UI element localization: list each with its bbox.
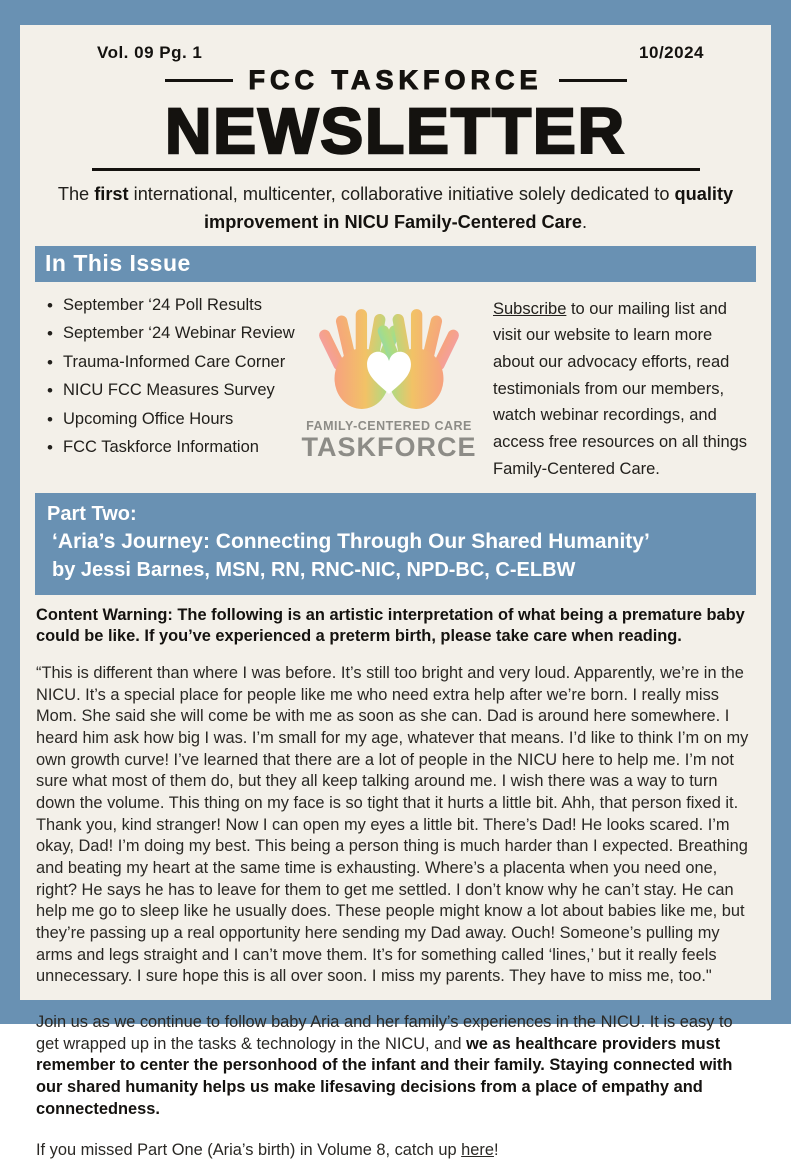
closing-bold-text: we as healthcare providers must remember to center the personhood of the infant and their family. Staying connected with our shared humanity helps us make lifesaving decisions from a place of empathy and connectedness. — [36, 1034, 733, 1118]
part-one-footnote — [36, 1140, 755, 1162]
masthead — [35, 37, 756, 63]
feature-part-label: Part Two: — [47, 502, 137, 525]
issue-item-measures-survey: • NICU FCC Measures Survey — [63, 381, 299, 400]
subtitle-bold-topic: quality improvement in NICU Family-Centered Care — [203, 184, 734, 233]
issue-overview-section — [35, 282, 756, 489]
kicker-right-rule — [559, 79, 627, 82]
issue-date-label: 10/2024 — [639, 43, 704, 62]
subscribe-text: to our mailing list and visit our website to learn more about our advocacy efforts, read testimonials from our members, watch webinar recordings, and access free resources on all things Family-Centered Care. — [493, 299, 748, 478]
taskforce-logo — [299, 296, 479, 483]
subscribe-link[interactable]: Subscribe — [493, 299, 567, 318]
part-one-link[interactable]: here — [461, 1141, 494, 1160]
footnote-text: If you missed Part One (Aria’s birth) in Volume 8, catch up — [36, 1141, 462, 1160]
issue-item-office-hours: • Upcoming Office Hours — [63, 410, 299, 429]
issue-item-poll-results: • September ‘24 Poll Results — [63, 296, 299, 315]
newsletter-subtitle — [46, 180, 746, 236]
volume-page-label: Vol. 09 Pg. 1 — [97, 43, 203, 62]
footnote-end: ! — [493, 1141, 499, 1160]
page-title: NEWSLETTER — [165, 95, 626, 167]
closing-paragraph — [36, 1012, 755, 1120]
organization-kicker: FCC TASKFORCE — [248, 65, 543, 95]
content-warning: Content Warning: The following is an artistic interpretation of what being a premature baby could be like. If you’ve experienced a preterm birth, please take care when reading. — [36, 605, 745, 646]
feature-byline: by Jessi Barnes, MSN, RN, RNC-NIC, NPD-BC, C-ELBW — [52, 559, 576, 582]
feature-banner — [35, 493, 756, 595]
logo-caption-line2: TASKFORCE — [301, 431, 477, 462]
in-this-issue-banner — [35, 246, 756, 282]
logo-caption-line1: FAMILY-CENTERED CARE — [306, 418, 472, 433]
closing-text: Join us as we continue to follow baby Aria and her family’s experiences in the NICU. It is easy to get wrapped up in the tasks & technology in the NICU, and — [36, 1012, 733, 1053]
rainbow-hands-heart-icon — [305, 300, 473, 412]
in-this-issue-heading: In This Issue — [45, 250, 191, 277]
feature-title: ‘Aria’s Journey: Connecting Through Our Shared Humanity’ — [52, 530, 650, 554]
kicker-left-rule — [165, 79, 233, 82]
issue-item-trauma-corner: • Trauma-Informed Care Corner — [63, 353, 299, 372]
subtitle-text-end: . — [581, 212, 588, 233]
article-body — [35, 595, 756, 1162]
subtitle-bold-first: first — [94, 184, 129, 205]
subtitle-text: The — [57, 184, 95, 205]
title-underline-rule — [92, 168, 700, 171]
kicker-row — [35, 65, 756, 96]
issue-contents-list — [37, 296, 299, 483]
issue-item-taskforce-info: • FCC Taskforce Information — [63, 438, 299, 457]
story-paragraph: “This is different than where I was before. It’s still too bright and very loud. Apparently, we’re in the NICU. It’s a special place for people like me who need extra help after we’re born. I really miss Mom. She said she will come be with me as soon as she can. Dad is around here somewhere. I heard him ask how big I was. I’m small for my age, whatever that means. I’d like to think I’m on my own growth curve! I’ve learned that there are a lot of people in the NICU here to help me. I’m not sure what most of them do, but they all keep talking around me. I wish there was a way to turn down the volume. This thing on my face is so tight that it hurts a little bit. Ahh, that person fixed it. Thank you, kind stranger! Now I can open my eyes a little bit. There’s Dad! He looks scared. I’m okay, Dad! I’m doing my best. This being a person thing is much harder than I expected. Breathing and beating my heart at the same time is exhausting. Where’s a placenta when you need one, right? He says he has to leave for them to get me settled. I don’t know why he can’t stay. He can help me go to sleep like he usually does. These people might know a lot about babies like me, but they’re passing up a real opportunity here sending my Dad away. Ouch! Someone’s pulling my arms and legs straight and I can’t move them. It’s for something called ‘lines,’ but it really feels unnecessary. I sure hope this is all over soon. I miss my parents. They have to miss me, too." — [36, 664, 749, 986]
newsletter-card — [20, 25, 771, 1160]
subscribe-blurb — [479, 296, 754, 483]
issue-item-webinar-review: • September ‘24 Webinar Review — [63, 324, 299, 343]
subtitle-text-mid: international, multicenter, collaborative initiative solely dedicated to — [128, 184, 675, 205]
